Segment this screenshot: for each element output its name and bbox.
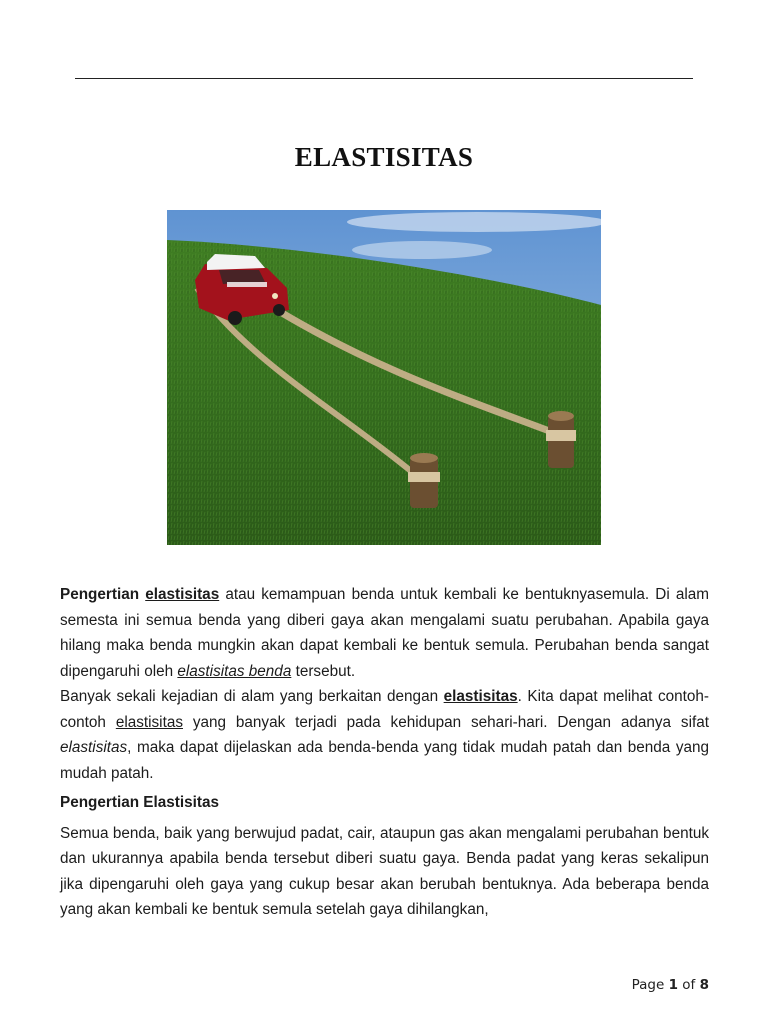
stump-right [546, 411, 576, 468]
text-segment: atau kemampuan benda untuk kembali ke bentuknyasemula. Di alam semesta ini semua benda yang diberi gaya akan mengalami suatu perubahan. Apabila gaya hilang maka benda mungkin akan dapat kembali ke bentuk semula. Perubahan benda sangat dipengaruhi oleh [60, 586, 710, 680]
paragraph-definition: Semua benda, baik yang berwujud padat, cair, ataupun gas akan mengalami perubahan bentuk dan ukurannya apabila benda tersebut diberi suatu gaya. Benda padat yang keras sekalipun jika dipengaruhi oleh gaya yang cukup besar akan berubah bentuknya. Ada beberapa benda yang akan kembali ke bentuk semula setelah gaya dihilangkan, [60, 824, 709, 918]
text-segment: Banyak sekali kejadian di alam yang berkaitan dengan [60, 688, 444, 705]
text-segment: , maka dapat dijelaskan ada benda-benda yang tidak mudah patah dan benda yang mudah patah. [60, 739, 709, 782]
page-current: 1 [668, 977, 678, 993]
stump-left [408, 453, 440, 508]
page-total: 8 [699, 977, 709, 993]
page-word: Page [631, 977, 665, 993]
emphasis-elastisitas: elastisitas [60, 739, 128, 756]
paragraph-intro [60, 582, 709, 684]
link-elastisitas-1[interactable]: elastisitas [145, 586, 220, 603]
link-elastisitas-benda[interactable]: elastisitas benda [177, 662, 292, 680]
section-heading: Pengertian Elastisitas [60, 794, 219, 811]
elasticity-illustration [167, 210, 601, 545]
body-text [60, 582, 709, 923]
text-segment: . Kita dapat melihat contoh-contoh [60, 688, 709, 731]
paragraph-examples [60, 684, 709, 786]
page-number [632, 977, 709, 993]
page-title: ELASTISITAS [294, 142, 474, 172]
text-segment: tersebut. [291, 662, 356, 680]
link-elastisitas-2[interactable]: elastisitas [443, 688, 518, 705]
text-segment: yang banyak terjadi pada kehidupan sehari-hari. Dengan adanya sifat [182, 713, 709, 731]
link-elastisitas-3[interactable]: elastisitas [115, 713, 183, 731]
of-word: of [682, 977, 696, 993]
lead-word: Pengertian [60, 586, 140, 603]
header-rule [75, 78, 693, 79]
